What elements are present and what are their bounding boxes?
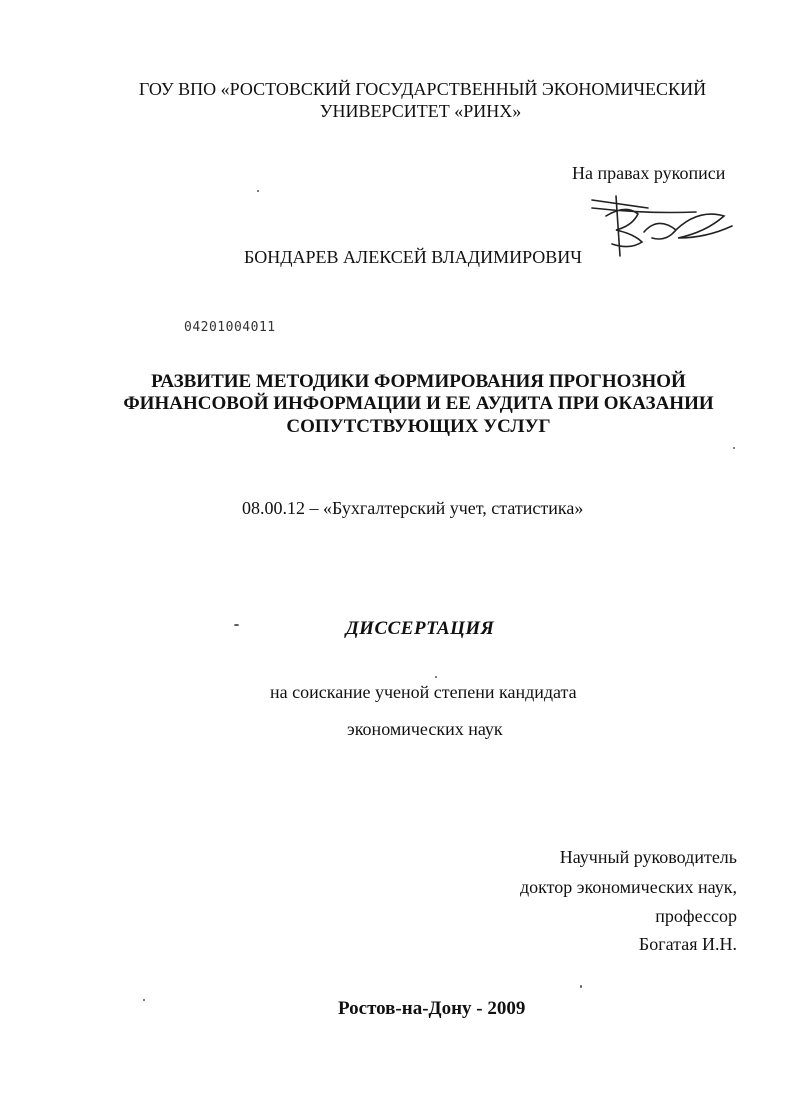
city-year: Ростов-на-Дону - 2009 — [338, 998, 526, 1019]
author-name: БОНДАРЕВ АЛЕКСЕЙ ВЛАДИМИРОВИЧ — [244, 247, 583, 267]
university-name-line2: УНИВЕРСИТЕТ «РИНХ» — [319, 101, 522, 121]
scan-speck — [143, 999, 145, 1001]
supervisor-name: Богатая И.Н. — [638, 934, 737, 954]
university-name-line1: ГОУ ВПО «РОСТОВСКИЙ ГОСУДАРСТВЕННЫЙ ЭКОНОМИЧЕСКИЙ — [138, 79, 707, 99]
specialty-code: 08.00.12 – «Бухгалтерский учет, статистика» — [242, 498, 584, 518]
supervisor-role: Научный руководитель — [559, 847, 737, 867]
scan-speck — [257, 190, 259, 192]
degree-line2: экономических наук — [347, 719, 503, 739]
scan-speck — [733, 447, 735, 449]
degree-line1: на соискание ученой степени кандидата — [270, 682, 577, 702]
scan-speck — [580, 985, 582, 988]
manuscript-rights-note: На правах рукописи — [572, 163, 726, 183]
document-type-heading: ДИССЕРТАЦИЯ — [345, 618, 495, 639]
scan-speck — [435, 676, 437, 678]
scan-speck — [234, 624, 239, 626]
supervisor-title: профессор — [655, 906, 737, 926]
dissertation-title-line1: РАЗВИТИЕ МЕТОДИКИ ФОРМИРОВАНИЯ ПРОГНОЗНОЙ — [151, 371, 686, 392]
handwritten-signature — [586, 186, 736, 268]
registration-code: 04201004011 — [184, 320, 276, 335]
dissertation-title-line3: СОПУТСТВУЮЩИХ УСЛУГ — [286, 416, 551, 437]
dissertation-title-line2: ФИНАНСОВОЙ ИНФОРМАЦИИ И ЕЕ АУДИТА ПРИ ОКАЗАНИИ — [123, 393, 714, 414]
supervisor-degree: доктор экономических наук, — [520, 877, 737, 897]
